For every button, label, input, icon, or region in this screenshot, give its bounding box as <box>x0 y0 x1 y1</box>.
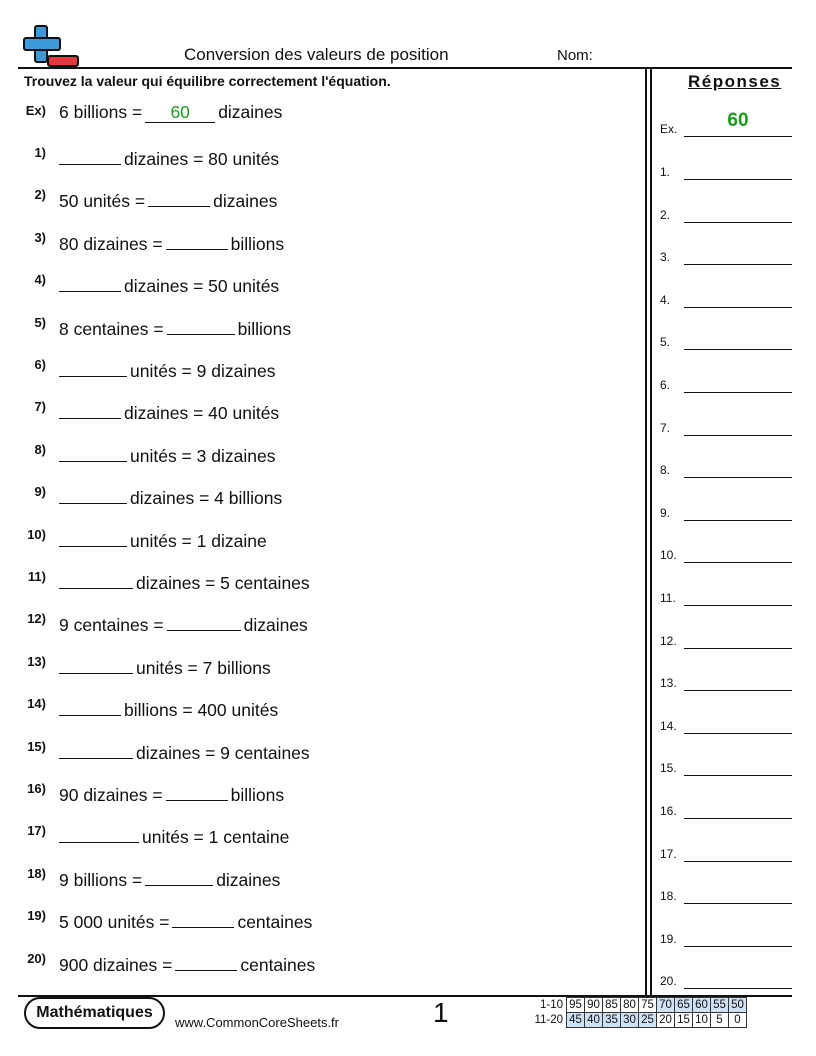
name-label: Nom: <box>557 47 593 64</box>
answer-blank[interactable] <box>145 865 213 886</box>
answer-label: 4. <box>660 292 671 307</box>
answer-label: 3. <box>660 250 671 265</box>
answer-blank[interactable] <box>59 695 121 716</box>
answer-label: 8. <box>660 463 671 478</box>
question-number: 5) <box>34 314 46 330</box>
question-right: centaines <box>237 912 313 933</box>
question-left: 80 dizaines = <box>59 233 163 254</box>
answer-line[interactable] <box>684 861 792 862</box>
score-table <box>533 997 747 1028</box>
question-right: unités = 9 dizaines <box>130 361 276 381</box>
score-cell: 40 <box>585 1013 603 1028</box>
question-right: dizaines <box>243 615 308 636</box>
question-right: dizaines = 5 centaines <box>136 573 310 593</box>
question-right: dizaines = 40 unités <box>124 403 280 424</box>
example-number: Ex) <box>25 103 46 118</box>
answer-label: 1. <box>660 165 671 179</box>
answer-blank[interactable] <box>175 950 237 971</box>
score-cell: 10 <box>693 1013 711 1028</box>
answer-line[interactable] <box>684 435 792 436</box>
answer-label: Ex. <box>660 122 678 136</box>
question-right: unités = 1 dizaine <box>130 530 267 551</box>
answer-label: 14. <box>660 718 677 733</box>
question-number: 20) <box>27 950 46 966</box>
answer-blank[interactable] <box>167 314 235 335</box>
answer-blank[interactable] <box>172 907 234 928</box>
question-right: billions <box>237 318 292 339</box>
question-right: billions <box>230 785 285 805</box>
score-cell: 55 <box>711 998 729 1013</box>
question-left: 8 centaines = <box>59 318 164 339</box>
subject-badge: Mathématiques <box>24 997 165 1029</box>
score-cell: 30 <box>621 1013 639 1028</box>
answer-blank[interactable] <box>59 526 127 547</box>
score-row <box>533 998 747 1013</box>
answer-line[interactable] <box>684 222 792 223</box>
answer-line[interactable] <box>684 562 792 563</box>
answer-label: 20. <box>660 974 677 989</box>
question-right: dizaines = 50 unités <box>124 276 280 297</box>
score-cell: 90 <box>585 998 603 1013</box>
answer-label: 9. <box>660 505 671 520</box>
answer-blank[interactable] <box>59 653 133 674</box>
answer-label: 12. <box>660 633 677 648</box>
answer-line[interactable] <box>684 648 792 649</box>
answer-line <box>684 136 792 137</box>
example-left: 6 billions = <box>59 102 143 122</box>
answer-blank[interactable] <box>59 398 121 419</box>
question-number: 12) <box>27 611 46 627</box>
answer-blank[interactable] <box>59 568 133 589</box>
answer-label: 18. <box>660 889 677 904</box>
answer-line[interactable] <box>684 307 792 308</box>
score-cell: 75 <box>639 998 657 1013</box>
question-number: 18) <box>27 865 46 881</box>
answer-label: 19. <box>660 931 677 946</box>
question-right: dizaines = 4 billions <box>130 488 283 509</box>
question-number: 13) <box>27 653 46 669</box>
question-number: 10) <box>27 526 46 542</box>
question-number: 17) <box>27 823 46 839</box>
question-right: dizaines <box>213 191 278 212</box>
score-row-label: 1-10 <box>539 999 563 1011</box>
answer-blank[interactable] <box>59 738 133 759</box>
column-divider-2 <box>650 67 652 996</box>
header-rule <box>18 67 792 69</box>
score-cell: 50 <box>729 998 747 1013</box>
answer-line[interactable] <box>684 264 792 265</box>
answer-line[interactable] <box>684 818 792 819</box>
answer-blank[interactable] <box>148 186 210 207</box>
answer-line[interactable] <box>684 690 792 691</box>
score-cell: 85 <box>603 998 621 1013</box>
score-cell: 15 <box>675 1013 693 1028</box>
answer-line[interactable] <box>684 179 792 180</box>
answer-line[interactable] <box>684 520 792 521</box>
question-right: dizaines = 80 unités <box>124 149 280 169</box>
answer-label: 5. <box>660 335 671 350</box>
page-number: 1 <box>433 997 449 1028</box>
column-divider-1 <box>645 67 647 996</box>
answer-blank[interactable] <box>59 271 121 292</box>
score-cell: 95 <box>567 998 585 1013</box>
score-cell: 60 <box>693 998 711 1013</box>
example-answer: 60 <box>145 102 215 123</box>
answer-blank[interactable] <box>166 780 228 801</box>
question-left: 9 billions = <box>59 869 143 890</box>
score-cell: 80 <box>621 998 639 1013</box>
question-number: 7) <box>34 399 46 415</box>
question-number: 6) <box>34 357 46 372</box>
question-number: 11) <box>27 569 46 584</box>
question-left: 5 000 unités = <box>59 912 170 933</box>
answer-label: 15. <box>660 761 677 776</box>
score-row <box>533 1013 747 1028</box>
answers-heading: Réponses <box>688 72 782 91</box>
score-cell: 35 <box>603 1013 621 1028</box>
answer-blank[interactable] <box>59 441 127 462</box>
answer-label: 10. <box>660 548 677 563</box>
answer-label: 16. <box>660 804 677 818</box>
question-right: unités = 3 dizaines <box>130 445 276 466</box>
question-right: unités = 1 centaine <box>142 827 290 848</box>
answer-blank[interactable] <box>167 610 241 631</box>
answer-label: 2. <box>660 207 671 222</box>
answer-line[interactable] <box>684 988 792 989</box>
question-left: 50 unités = <box>59 191 146 212</box>
question-left: 9 centaines = <box>59 615 164 636</box>
answer-line[interactable] <box>684 477 792 478</box>
logo-icon <box>22 24 80 68</box>
score-cell: 65 <box>675 998 693 1013</box>
question-number: 3) <box>34 229 46 245</box>
answer-label: 11. <box>660 591 676 605</box>
example-right: dizaines <box>218 102 283 122</box>
answer-label: 6. <box>660 378 671 392</box>
question-number: 14) <box>27 696 46 712</box>
page-title: Conversion des valeurs de position <box>184 45 449 64</box>
answer-label: 17. <box>660 846 677 861</box>
question-number: 1) <box>34 145 46 160</box>
question-number: 9) <box>34 484 46 500</box>
answer-line[interactable] <box>684 946 792 947</box>
answer-line[interactable] <box>684 392 792 393</box>
answer-blank[interactable] <box>59 822 139 843</box>
question-left: 900 dizaines = <box>59 954 173 975</box>
score-row-label: 11-20 <box>534 1014 563 1026</box>
question-right: billions = 400 unités <box>124 700 279 721</box>
question-left: 90 dizaines = <box>59 785 163 805</box>
question-number: 15) <box>27 738 46 754</box>
score-cell: 70 <box>657 998 675 1013</box>
question-number: 19) <box>27 908 46 924</box>
score-cell: 25 <box>639 1013 657 1028</box>
answer-example-value: 60 <box>727 110 749 131</box>
score-cell: 5 <box>711 1013 729 1028</box>
answer-label: 7. <box>660 420 671 435</box>
score-cell: 0 <box>729 1013 747 1028</box>
question-right: billions <box>230 233 285 254</box>
answer-blank[interactable] <box>59 356 127 377</box>
question-number: 16) <box>27 781 46 796</box>
answer-blank[interactable] <box>59 144 121 165</box>
answer-blank[interactable] <box>166 229 228 250</box>
score-cell: 45 <box>567 1013 585 1028</box>
answer-label: 13. <box>660 676 677 691</box>
question-number: 8) <box>34 441 46 457</box>
question-number: 4) <box>34 272 46 288</box>
answer-line[interactable] <box>684 349 792 350</box>
answer-blank[interactable] <box>59 483 127 504</box>
question-right: unités = 7 billions <box>136 657 271 678</box>
question-right: dizaines = 9 centaines <box>136 742 310 763</box>
instructions: Trouvez la valeur qui équilibre correctement l'équation. <box>24 73 391 89</box>
answer-line[interactable] <box>684 775 792 776</box>
answer-line[interactable] <box>684 903 792 904</box>
site-url: www.CommonCoreSheets.fr <box>175 1015 339 1030</box>
answer-line[interactable] <box>684 733 792 734</box>
question-right: centaines <box>240 954 316 975</box>
question-right: dizaines <box>216 869 281 890</box>
score-cell: 20 <box>657 1013 675 1028</box>
answer-line[interactable] <box>684 605 792 606</box>
question-number: 2) <box>34 187 46 203</box>
